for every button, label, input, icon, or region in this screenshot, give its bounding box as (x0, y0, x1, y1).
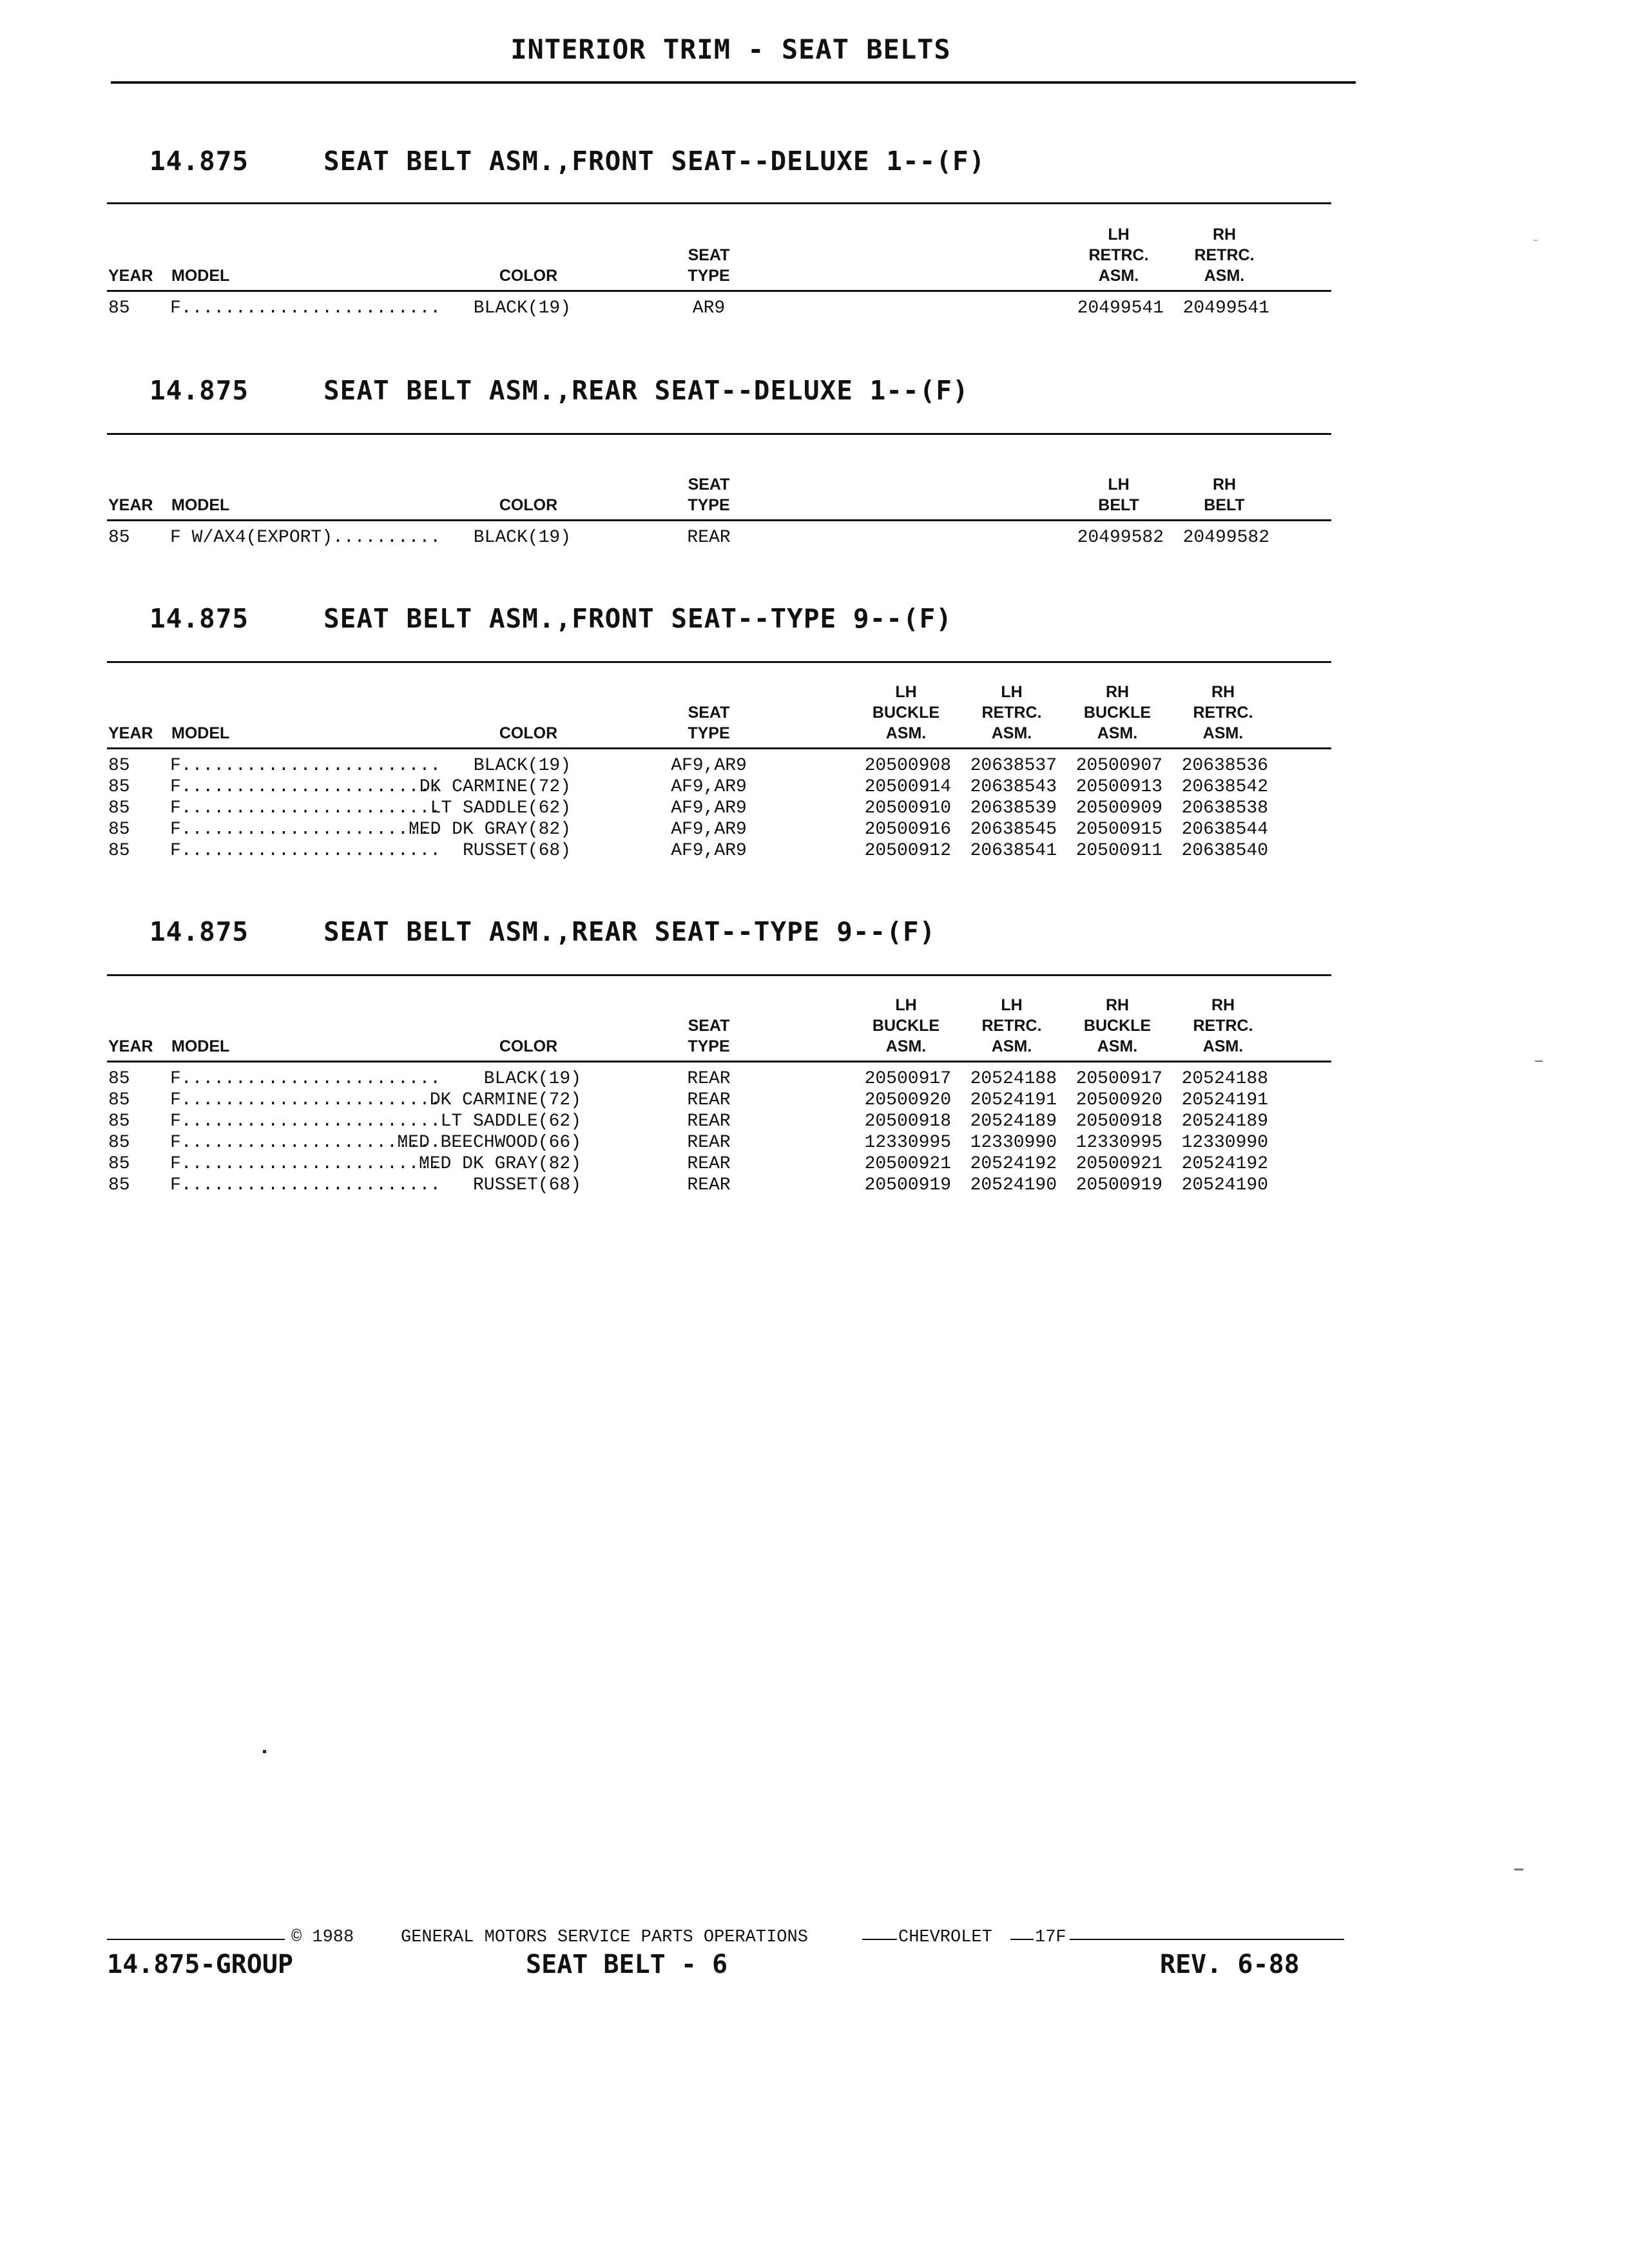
cell-model: F........................ (170, 1111, 441, 1131)
col-header-part: RH (1212, 226, 1237, 244)
section-number: 14.875 (149, 375, 249, 406)
cell-year: 85 (108, 756, 130, 776)
cell-part-number: 12330990 (1181, 1133, 1268, 1153)
table-header-rule (107, 1061, 1331, 1062)
cell-part-number: 20500914 (864, 777, 951, 797)
cell-part-number: 20638544 (1181, 820, 1268, 840)
cell-year: 85 (108, 841, 130, 861)
cell-part-number: 20500910 (864, 798, 951, 818)
cell-part-number: 12330995 (1075, 1133, 1162, 1153)
col-header-seat-type: TYPE (688, 1037, 730, 1055)
cell-model: F........................ (170, 1175, 441, 1195)
cell-seat-type: REAR (687, 1090, 731, 1110)
col-header-part: RETRC. (1193, 704, 1253, 722)
cell-seat-type: AF9,AR9 (671, 777, 747, 797)
revision: REV. 6-88 (1160, 1950, 1300, 1979)
cell-part-number: 20638537 (970, 756, 1057, 776)
cell-model: F........................ (170, 798, 441, 818)
cell-seat-type: AR9 (692, 298, 726, 318)
cell-year: 85 (108, 1175, 130, 1195)
col-header-seat-type: TYPE (688, 496, 730, 514)
col-header-part: ASM. (885, 1037, 927, 1055)
cell-part-number: 20500918 (1075, 1111, 1162, 1131)
footer-rule-mid2 (1010, 1939, 1034, 1940)
cell-part-number: 20500911 (1075, 841, 1162, 861)
cell-seat-type: REAR (687, 528, 731, 548)
cell-year: 85 (108, 1111, 130, 1131)
col-header-seat-type: SEAT (688, 246, 730, 264)
speck (1514, 1869, 1523, 1870)
cell-part-number: 20524192 (1181, 1154, 1268, 1174)
speck (1534, 240, 1537, 241)
col-header-seat-type: SEAT (688, 704, 730, 722)
col-header-part: ASM. (1202, 1037, 1244, 1055)
cell-part-number: 20524190 (970, 1175, 1057, 1195)
cell-model: F........................ (170, 777, 441, 797)
cell-model: F........................ (170, 1069, 441, 1089)
col-header-part: RETRC. (981, 1017, 1042, 1035)
table-header-rule (107, 290, 1331, 292)
col-header-part: RH (1211, 683, 1235, 701)
cell-part-number: 20638540 (1181, 841, 1268, 861)
cell-color: BLACK(19) (473, 756, 571, 776)
division: CHEVROLET (898, 1928, 992, 1947)
cell-part-number: 20524190 (1181, 1175, 1268, 1195)
cell-model: F........................ (170, 298, 441, 318)
col-header-part: RH (1105, 996, 1130, 1014)
cell-part-number: 20500919 (1075, 1175, 1162, 1195)
col-header-part: ASM. (1204, 267, 1245, 285)
col-header-model: MODEL (171, 267, 230, 285)
col-header-part: BUCKLE (1083, 1017, 1152, 1035)
cell-part-number: 20500921 (864, 1154, 951, 1174)
cell-year: 85 (108, 298, 130, 318)
cell-seat-type: AF9,AR9 (671, 756, 747, 776)
cell-model: F........................ (170, 820, 441, 840)
cell-color: BLACK(19) (483, 1069, 581, 1089)
col-header-part: LH (1108, 226, 1130, 244)
cell-part-number: 20499582 (1182, 528, 1269, 548)
col-header-color: COLOR (499, 724, 558, 742)
page-label: SEAT BELT - 6 (526, 1950, 728, 1979)
col-header-color: COLOR (499, 496, 558, 514)
col-header-seat-type: TYPE (688, 267, 730, 285)
speck (263, 1750, 266, 1753)
cell-part-number: 20500920 (864, 1090, 951, 1110)
cell-part-number: 20524191 (1181, 1090, 1268, 1110)
col-header-part: ASM. (1097, 1037, 1138, 1055)
cell-seat-type: AF9,AR9 (671, 798, 747, 818)
section-title-text: SEAT BELT ASM.,FRONT SEAT--TYPE 9--(F) (323, 603, 952, 634)
cell-year: 85 (108, 1090, 130, 1110)
col-header-seat-type: TYPE (688, 724, 730, 742)
cell-color: MED BEECHWOOD(66) (397, 1133, 581, 1153)
section-title (149, 916, 936, 947)
col-header-color: COLOR (499, 267, 558, 285)
section-number: 14.875 (149, 603, 249, 634)
cell-color: MED DK GRAY(82) (408, 820, 571, 840)
table-top-rule (107, 661, 1331, 663)
col-header-year: YEAR (108, 724, 153, 742)
cell-model: F........................ (170, 1154, 441, 1174)
section-number: 14.875 (149, 146, 249, 177)
col-header-part: BUCKLE (1083, 704, 1152, 722)
col-header-part: LH (1001, 683, 1023, 701)
cell-seat-type: REAR (687, 1069, 731, 1089)
cell-color: DK CARMINE(72) (429, 1090, 581, 1110)
cell-part-number: 12330995 (864, 1133, 951, 1153)
cell-part-number: 20638541 (970, 841, 1057, 861)
col-header-part: RETRC. (1194, 246, 1255, 264)
cell-part-number: 20638545 (970, 820, 1057, 840)
cell-color: DK CARMINE(72) (419, 777, 571, 797)
cell-part-number: 20500917 (864, 1069, 951, 1089)
cell-year: 85 (108, 1069, 130, 1089)
cell-part-number: 20500921 (1075, 1154, 1162, 1174)
section-title (149, 603, 952, 634)
cell-color: LT SADDLE(62) (440, 1111, 581, 1131)
cell-model: F........................ (170, 841, 441, 861)
footer-rule-left (107, 1939, 285, 1940)
col-header-part: ASM. (991, 1037, 1032, 1055)
col-header-part: RETRC. (1088, 246, 1149, 264)
cell-seat-type: AF9,AR9 (671, 841, 747, 861)
col-header-part: LH (1001, 996, 1023, 1014)
col-header-year: YEAR (108, 267, 153, 285)
cell-color: RUSSET(68) (462, 841, 571, 861)
cell-part-number: 20500918 (864, 1111, 951, 1131)
cell-part-number: 20500915 (1075, 820, 1162, 840)
col-header-part: LH (1108, 476, 1130, 494)
header-rule (111, 81, 1356, 84)
col-header-part: RH (1212, 476, 1237, 494)
cell-color: BLACK(19) (473, 298, 571, 318)
page-title: INTERIOR TRIM - SEAT BELTS (510, 34, 951, 65)
cell-year: 85 (108, 1133, 130, 1153)
cell-seat-type: REAR (687, 1154, 731, 1174)
cell-part-number: 20524191 (970, 1090, 1057, 1110)
section-title (149, 146, 985, 177)
cell-part-number: 20499541 (1182, 298, 1269, 318)
cell-seat-type: REAR (687, 1133, 731, 1153)
group-number: 14.875-GROUP (107, 1950, 293, 1979)
col-header-part: BELT (1098, 496, 1139, 514)
col-header-seat-type: SEAT (688, 1017, 730, 1035)
cell-part-number: 20524189 (1181, 1111, 1268, 1131)
cell-year: 85 (108, 820, 130, 840)
cell-part-number: 20500920 (1075, 1090, 1162, 1110)
cell-part-number: 20524188 (1181, 1069, 1268, 1089)
section-title-text: SEAT BELT ASM.,FRONT SEAT--DELUXE 1--(F) (323, 146, 986, 177)
cell-part-number: 20638542 (1181, 777, 1268, 797)
col-header-part: ASM. (885, 724, 927, 742)
cell-part-number: 20500908 (864, 756, 951, 776)
cell-part-number: 20500913 (1075, 777, 1162, 797)
col-header-part: BELT (1204, 496, 1245, 514)
cell-model: F W/AX4(EXPORT).......... (170, 528, 441, 548)
col-header-part: BUCKLE (872, 1017, 940, 1035)
col-header-part: RH (1211, 996, 1235, 1014)
cell-seat-type: AF9,AR9 (671, 820, 747, 840)
cell-part-number: 20638539 (970, 798, 1057, 818)
col-header-part: ASM. (1098, 267, 1139, 285)
cell-part-number: 20500909 (1075, 798, 1162, 818)
speck (1535, 1061, 1543, 1062)
col-header-year: YEAR (108, 1037, 153, 1055)
cell-seat-type: REAR (687, 1175, 731, 1195)
col-header-part: RETRC. (981, 704, 1042, 722)
cell-part-number: 20499541 (1077, 298, 1164, 318)
col-header-part: RETRC. (1193, 1017, 1253, 1035)
cell-color: MED DK GRAY(82) (418, 1154, 581, 1174)
cell-part-number: 20638538 (1181, 798, 1268, 818)
cell-model: F........................ (170, 1133, 441, 1153)
cell-year: 85 (108, 777, 130, 797)
col-header-model: MODEL (171, 724, 230, 742)
cell-model: F........................ (170, 756, 441, 776)
cell-part-number: 20638543 (970, 777, 1057, 797)
section-title (149, 375, 969, 406)
copyright: © 1988 (291, 1928, 354, 1947)
col-header-part: ASM. (1097, 724, 1138, 742)
cell-part-number: 20500917 (1075, 1069, 1162, 1089)
col-header-part: RH (1105, 683, 1130, 701)
col-header-part: ASM. (991, 724, 1032, 742)
col-header-year: YEAR (108, 496, 153, 514)
table-header-rule (107, 519, 1331, 521)
footer-rule-right (1070, 1939, 1344, 1940)
cell-part-number: 20638536 (1181, 756, 1268, 776)
table-top-rule (107, 433, 1331, 435)
table-top-rule (107, 202, 1331, 204)
section-number: 14.875 (149, 916, 249, 947)
section-title-text: SEAT BELT ASM.,REAR SEAT--TYPE 9--(F) (323, 916, 936, 947)
cell-part-number: 20524189 (970, 1111, 1057, 1131)
col-header-part: BUCKLE (872, 704, 940, 722)
col-header-part: ASM. (1202, 724, 1244, 742)
cell-year: 85 (108, 1154, 130, 1174)
footer-rule-mid (862, 1939, 897, 1940)
cell-year: 85 (108, 528, 130, 548)
cell-part-number: 20500916 (864, 820, 951, 840)
cell-color: LT SADDLE(62) (430, 798, 571, 818)
cell-part-number: 20500912 (864, 841, 951, 861)
table-top-rule (107, 974, 1331, 976)
cell-color: BLACK(19) (473, 528, 571, 548)
cell-part-number: 12330990 (970, 1133, 1057, 1153)
cell-model: F........................ (170, 1090, 441, 1110)
col-header-model: MODEL (171, 1037, 230, 1055)
table-header-rule (107, 747, 1331, 749)
cell-year: 85 (108, 798, 130, 818)
cell-part-number: 20524188 (970, 1069, 1057, 1089)
col-header-color: COLOR (499, 1037, 558, 1055)
publisher: GENERAL MOTORS SERVICE PARTS OPERATIONS (401, 1928, 808, 1947)
catalog-code: 17F (1035, 1928, 1066, 1947)
cell-part-number: 20499582 (1077, 528, 1164, 548)
cell-color: RUSSET(68) (472, 1175, 581, 1195)
col-header-part: LH (895, 996, 917, 1014)
col-header-model: MODEL (171, 496, 230, 514)
cell-part-number: 20500907 (1075, 756, 1162, 776)
col-header-part: LH (895, 683, 917, 701)
cell-part-number: 20524192 (970, 1154, 1057, 1174)
col-header-seat-type: SEAT (688, 476, 730, 494)
cell-part-number: 20500919 (864, 1175, 951, 1195)
cell-seat-type: REAR (687, 1111, 731, 1131)
section-title-text: SEAT BELT ASM.,REAR SEAT--DELUXE 1--(F) (323, 375, 969, 406)
